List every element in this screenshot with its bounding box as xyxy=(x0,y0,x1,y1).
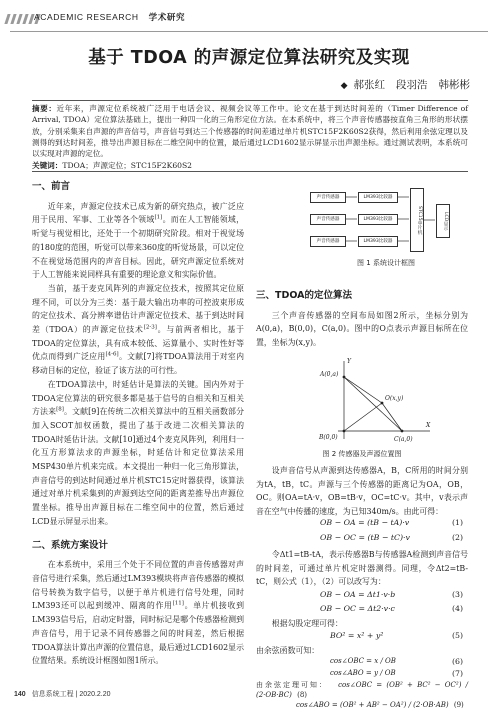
figure-2-caption: 图 2 传感器及声源位置图 xyxy=(322,450,402,458)
equation-5-number: (5) xyxy=(452,631,464,640)
equation-2-number: (2) xyxy=(452,533,464,542)
right-column-lower xyxy=(256,464,468,519)
right-column-para-6 xyxy=(256,680,468,710)
equation-8: cos∠OBC = (OB² + BC² − OC²) / (2·OB·BC) xyxy=(256,681,468,699)
author-2: 段羽浩 xyxy=(396,79,428,91)
lm393-box-1: LM393比较器 xyxy=(358,192,398,203)
figure-1-block-diagram xyxy=(306,186,466,272)
section-2-para-1: 在本系统中，采用三个处于不同位置的声音传感器对声音信号进行采集，然后通过LM393模块将声音传感器的模拟信号转换为数字信号，以便于单片机进行信号处理，同时LM393还可以起到缓冲、隔离的作用[11]。单片机接收到LM393信号后，启动定时器，同时标记是哪个传感器检测到声音信号，用于记录不同传感器之间的时间差，然后根据TDOA算法计算出声源的位置信息，最后通过LCD1602显示位置结果。系统设计框图如图1所示。 xyxy=(32,560,244,666)
equation-1-number: (1) xyxy=(452,518,464,527)
section-3-para-1: 三个声音传感器的空间布局如图2所示，坐标分别为A(0,a)，B(0,0)，C(a,0)。图中的O点表示声源目标所在位置，坐标为(x,y)。 xyxy=(256,310,468,348)
equation-3-number: (3) xyxy=(452,590,464,599)
lm393-box-3: LM393比较器 xyxy=(358,236,398,247)
equation-4-number: (4) xyxy=(452,604,464,613)
section-3-para-5: 由余弦函数可知： xyxy=(256,646,320,655)
section-3-para-6: 由余弦定理可知： xyxy=(256,681,328,689)
section-1-para-3: 在TDOA算法中，时延估计是算法的关键。国内外对于TDOA定位算法的研究很多都是基于信号的自相关和互相关方法来[8]。文献[9]在传统二次相关算法中的互相关函数部分加入SCOT加权函数，提出了基于改进二次相关算法的TDOA时延估计法。文献[10]通过4个麦克风阵列，利用归一化互方形算法求的声源坐标，时延估计和定位算法采用MSP430单片机来完成。本文提出一种归一化三角形算法，声音信号的到达时间通过单片机STC15定时器获得，该算法通过对单片机采集到的声源到达空间的距离差推导出声源位置坐标。推导出声源目标在二维空间中的位置，然后通过LCD显示屏显示出来。 xyxy=(32,379,244,526)
equation-6: cos∠OBC = x / OB xyxy=(330,657,396,665)
journal-name: ACADEMIC RESEARCH xyxy=(34,12,139,22)
keywords-label: 关键词： xyxy=(32,161,63,171)
author-1: 郝张红 xyxy=(353,79,385,91)
equation-7: cos∠ABO = y / OB xyxy=(330,669,396,677)
equation-6-number: (6) xyxy=(452,657,464,666)
fig2-label-x: X xyxy=(426,422,431,429)
fig2-label-a: A(0,a) xyxy=(320,371,339,378)
lcd-box: LCD显示 xyxy=(436,204,450,238)
figure-1-arrows xyxy=(306,186,466,256)
sensor-box-2: 声音传感器 xyxy=(310,214,346,225)
lm393-box-2: LM393比较器 xyxy=(358,214,398,225)
equation-9-number: (9) xyxy=(453,701,464,709)
mcu-box: STC15单片机 xyxy=(410,188,424,252)
footer-journal: 信息系统工程 | 2020.2.20 xyxy=(31,691,111,698)
equation-9: cos∠ABO = (OB² + AB² − OA²) / (2·OB·AB) xyxy=(296,701,449,709)
journal-header xyxy=(0,0,498,34)
figure-1-caption: 图 1 系统设计框图 xyxy=(357,259,415,267)
abstract-top-rule xyxy=(32,100,468,101)
sensor-box-3: 声音传感器 xyxy=(310,236,346,247)
keywords-text: TDOA；声源定位；STC15F2K60S2 xyxy=(62,161,193,171)
equation-2: OB − OC = (tB − tC)·v xyxy=(320,533,410,542)
section-3-para-2: 设声音信号从声源到达传感器A，B，C所用的时间分别为tA，tB，tC。声源与三个传感器的距离记为OA，OB，OC。则OA=tA·v，OB=tB·v，OC=tC·v。其中，v表示声音在空气中传播的速度，为已知340m/s。由此可得： xyxy=(256,466,468,517)
abstract-bottom-rule xyxy=(32,171,468,172)
author-3: 韩彬彬 xyxy=(438,79,470,91)
section-1-title: 一、前言 xyxy=(32,181,71,192)
equation-7-number: (7) xyxy=(452,669,464,678)
section-1-para-1: 近年来，声源定位技术已成为新的研究热点，被广泛应用于民用、军事、工业等各个领域[1]。而在人工智能领域，听觉与视觉相比，还处于一个初期研究阶段。相对于视觉场的180度的范围，听觉可以带来360度的听觉场景，可以定位不在视觉场范围内的声音目标。因此，研究声源定位系统对于人工智能来说同样具有重要的理论意义和实际价值。 xyxy=(32,201,244,280)
page-footer xyxy=(14,689,111,699)
section-3-title: 三、TDOA的定位算法 xyxy=(256,290,353,301)
diamond-icon: ◆ xyxy=(340,81,348,91)
right-column-para-5 xyxy=(256,644,468,658)
fig2-label-o: O(x,y) xyxy=(385,395,404,402)
section-3-para-3: 令Δt1=tB-tA，表示传感器B与传感器A检测到声音信号的时间差，可通过单片机定时器测得。同理，令Δt2=tB-tC，则公式（1），（2）可以改写为： xyxy=(256,550,468,587)
figure-2-sensor-layout xyxy=(318,355,438,445)
equation-4: OB − OC = Δt2·v·c xyxy=(320,604,395,613)
page-number: 140 xyxy=(14,691,26,698)
right-column-upper xyxy=(256,289,468,350)
right-column-para-3 xyxy=(256,548,468,589)
header-rule xyxy=(10,31,488,32)
right-column-para-4 xyxy=(256,617,468,631)
section-2-title: 二、系统方案设计 xyxy=(32,539,109,551)
equation-5: BO² = x² + y² xyxy=(330,631,384,640)
author-list xyxy=(341,77,470,92)
left-column xyxy=(32,180,244,668)
abstract-label: 摘要： xyxy=(32,104,57,113)
fig2-label-b: B(0,0) xyxy=(319,434,338,441)
equation-1: OB − OA = (tB − tA)·v xyxy=(320,518,410,527)
section-3-para-4: 根据勾股定理可得： xyxy=(271,619,343,628)
section-1-para-2: 当前，基于麦克风阵列的声源定位技术，按照其定位原理不同，可以分为三类：基于最大输出功率的可控波束形成的定位技术、高分辨率谱估计声源定位技术、基于到达时间差（TDOA）的声源定位技术[2-3]。与前两者相比，基于TDOA的定位算法，具有成本较低、运算量小、实时性好等优点而得到广泛应用[4-6]。文献[7]将TDOA算法用于对室内移动目标的定位，验证了该方法的可行性。 xyxy=(32,283,244,376)
equation-8-number: (8) xyxy=(297,691,308,699)
fig2-label-c: C(a,0) xyxy=(394,436,413,443)
sensor-box-1: 声音传感器 xyxy=(310,192,346,203)
abstract-block xyxy=(32,103,468,172)
paper-title: 基于 TDOA 的声源定位算法研究及实现 xyxy=(88,48,410,68)
equation-3: OB − OA = Δt1·v·b xyxy=(320,590,396,599)
journal-section: 学术研究 xyxy=(148,12,186,22)
abstract-text: 近年来，声源定位系统被广泛用于电话会议、视频会议等工作中。论文在基于到达时间差的（Timer Difference of Arrival, TDOA）定位算法基础上，提出一种四一化的三角形定位方法。在本系统中，将三个声音传感器按直角三角形的形状摆放，分别采集来自声源的声音信号，声音信号到达三个传感器的时间差通过单片机STC15F2K60S2获得，然后利用余弦定理以及测得的到达时间差，推导出声源目标在二维空间中的位置，最后通过LCD1602显示屏显示出声源坐标。通过测试表明，本系统可以实现对声源的定位。 xyxy=(32,104,468,159)
fig2-label-y: Y xyxy=(347,358,351,365)
